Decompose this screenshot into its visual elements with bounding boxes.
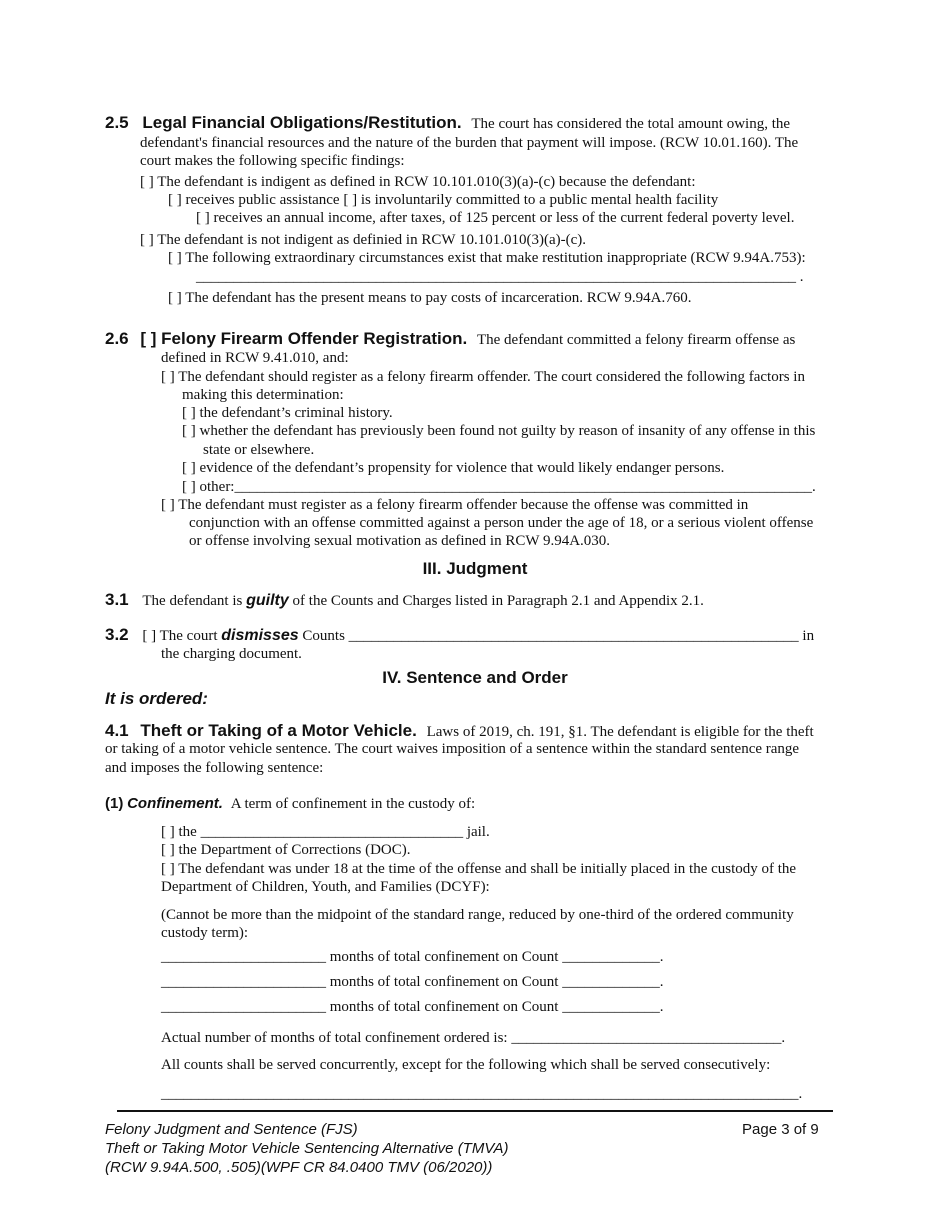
section-3-1 [105,591,704,610]
footer-line-3: (RCW 9.94A.500, .505)(WPF CR 84.0400 TMV (06/2020)) [105,1159,493,1176]
section-number: 3.2 [105,625,129,644]
other-checkbox-line[interactable]: [ ] other:_____________________________________________________________________________. [182,479,816,495]
indigent-checkbox-line[interactable]: [ ] The defendant is indigent as defined in RCW 10.101.010(3)(a)-(c) because the defendant: [140,174,696,190]
section-number: 4.1 [105,721,129,740]
doc-checkbox-line[interactable]: [ ] the Department of Corrections (DOC). [161,842,411,858]
actual-months-line[interactable]: Actual number of months of total confinement ordered is: ____________________________________. [161,1030,786,1046]
item-number: (1) [105,795,124,812]
confinement-text: A term of confinement in the custody of: [230,796,476,812]
extraordinary-checkbox-line[interactable]: [ ] The following extraordinary circumstances exist that make restitution inappropriate (RCW 9.94A.753): [168,250,806,266]
not-indigent-checkbox-line[interactable]: [ ] The defendant is not indigent as definied in RCW 10.101.010(3)(a)-(c). [140,232,586,248]
section-2-6-heading [105,330,795,349]
consecutive-blank-line[interactable]: _____________________________________________________________________________________. [161,1086,803,1102]
propensity-checkbox-line[interactable]: [ ] evidence of the defendant’s propensity for violence that would likely endanger persons. [182,460,725,476]
sentence-heading: IV. Sentence and Order [382,668,568,687]
text-line: custody term): [161,925,249,941]
must-register-checkbox-line[interactable]: [ ] The defendant must register as a felony firearm offender because the offense was committed in [161,497,749,513]
confinement-title: Confinement. [127,795,223,812]
page-number: Page 3 of 9 [742,1121,819,1138]
confinement-heading [105,795,475,813]
section-number: 2.6 [105,329,129,348]
text-line: defined in RCW 9.41.010, and: [161,350,349,366]
text-line: court makes the following specific findings: [140,153,405,169]
footer-divider [117,1110,833,1112]
text-line: or taking of a motor vehicle sentence. The court waives imposition of a sentence within the standard sentence range [105,741,800,757]
public-assistance-checkbox-line[interactable]: [ ] receives public assistance [ ] is involuntarily committed to a public mental health facility [168,192,719,208]
section-text: of the Counts and Charges listed in Paragraph 2.1 and Appendix 2.1. [292,593,704,609]
text-line: and imposes the following sentence: [105,760,324,776]
months-line-1[interactable]: ______________________ months of total confinement on Count _____________. [161,949,664,965]
section-text: The defendant is [142,593,243,609]
text-line: All counts shall be served concurrently, except for the following which shall be served consecutively: [161,1057,771,1073]
dismiss-checkbox[interactable]: [ ] The court [142,628,218,644]
criminal-history-checkbox-line[interactable]: [ ] the defendant’s criminal history. [182,405,393,421]
judgment-heading: III. Judgment [422,559,528,578]
section-title: Theft or Taking of a Motor Vehicle. [140,721,417,740]
section-number: 3.1 [105,590,129,609]
text-line: conjunction with an offense committed against a person under the age of 18, or a serious violent offense [189,515,814,531]
guilty-emphasis: guilty [246,592,289,609]
dcyf-checkbox-line[interactable]: [ ] The defendant was under 18 at the time of the offense and shall be initially placed in the custody of the [161,861,797,877]
income-checkbox-line[interactable]: [ ] receives an annual income, after taxes, of 125 percent or less of the current federal poverty level. [196,210,795,226]
section-number: 2.5 [105,113,129,132]
footer-line-1: Felony Judgment and Sentence (FJS) [105,1121,358,1138]
it-is-ordered: It is ordered: [105,689,208,708]
text-line: defendant's financial resources and the nature of the burden that payment will impose. (RCW 10.01.160). The [140,135,799,151]
text-line: making this determination: [182,387,344,403]
footer-line-2: Theft or Taking Motor Vehicle Sentencing Alternative (TMVA) [105,1140,509,1157]
counts-blank[interactable]: Counts ____________________________________________________________ in [302,628,815,644]
section-title[interactable]: [ ] Felony Firearm Offender Registration. [140,329,468,348]
section-title: Legal Financial Obligations/Restitution. [142,113,462,132]
text-line: state or elsewhere. [203,442,315,458]
section-2-5-heading [105,114,790,133]
text-line: Department of Children, Youth, and Families (DCYF): [161,879,490,895]
months-line-3[interactable]: ______________________ months of total confinement on Count _____________. [161,999,664,1015]
section-4-1-heading [105,722,814,741]
present-means-checkbox-line[interactable]: [ ] The defendant has the present means to pay costs of incarceration. RCW 9.94A.760. [168,290,692,306]
text-line: (Cannot be more than the midpoint of the standard range, reduced by one-third of the ordered community [161,907,794,923]
dismisses-emphasis: dismisses [221,627,299,644]
section-text: The court has considered the total amount owing, the [471,116,791,132]
should-register-checkbox-line[interactable]: [ ] The defendant should register as a felony firearm offender. The court considered the following factors in [161,369,805,385]
section-text: The defendant committed a felony firearm offense as [476,332,796,348]
text-line: the charging document. [161,646,302,662]
section-text: Laws of 2019, ch. 191, §1. The defendant is eligible for the theft [426,724,814,740]
blank-line[interactable]: ________________________________________________________________________________ . [196,269,804,285]
section-3-2 [105,626,814,645]
months-line-2[interactable]: ______________________ months of total confinement on Count _____________. [161,974,664,990]
jail-checkbox-line[interactable]: [ ] the ___________________________________ jail. [161,824,490,840]
text-line: or offense involving sexual motivation as defined in RCW 9.94A.030. [189,533,611,549]
insanity-checkbox-line[interactable]: [ ] whether the defendant has previously been found not guilty by reason of insanity of any offense in this [182,423,816,439]
